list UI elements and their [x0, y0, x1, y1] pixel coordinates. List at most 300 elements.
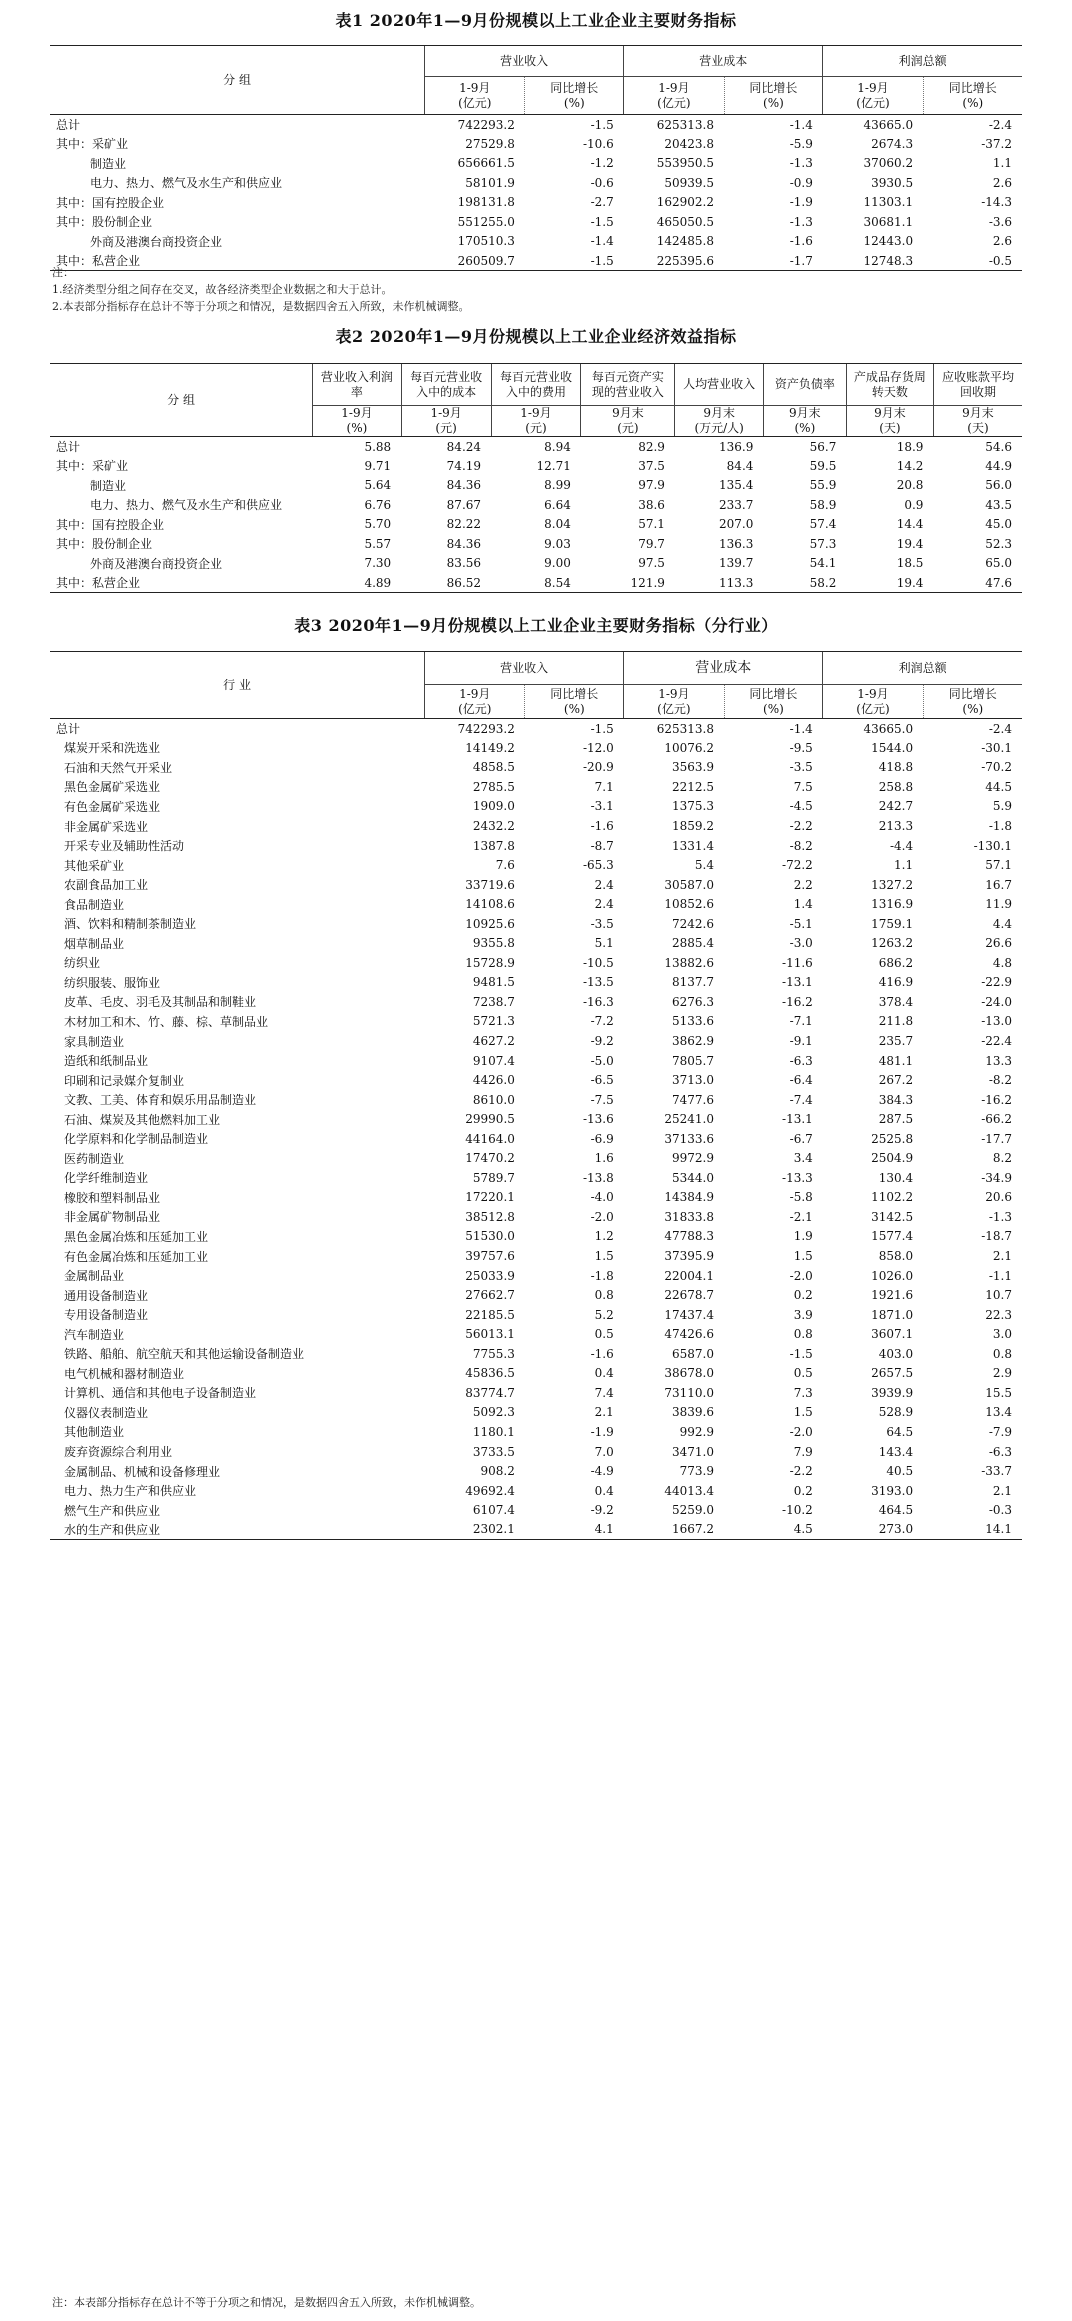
table-cell: 2657.5 [871, 1366, 914, 1381]
table-cell: 656661.5 [457, 156, 515, 171]
table3-sub-growth: 同比增长 (%) [525, 685, 624, 719]
table-cell: 7.5 [793, 779, 813, 794]
table-cell: -8.2 [789, 838, 813, 853]
table-row [50, 1012, 1022, 1032]
table-cell: 3862.9 [672, 1034, 714, 1049]
table-cell: 553950.5 [656, 156, 714, 171]
table-cell: 198131.8 [457, 195, 515, 210]
table-cell: 10852.6 [664, 897, 714, 912]
table-cell: 481.1 [878, 1053, 914, 1068]
table-cell: 287.5 [878, 1112, 914, 1127]
row-label: 电气机械和器材制造业 [64, 1366, 185, 1381]
table-cell: 418.8 [878, 760, 914, 775]
table-cell: -2.0 [590, 1209, 614, 1224]
table-cell: 2.6 [992, 175, 1012, 190]
table-cell: -24.0 [981, 994, 1012, 1009]
table-cell: 1.5 [793, 1405, 813, 1420]
table-cell: -33.7 [981, 1464, 1012, 1479]
table-cell: 3563.9 [672, 760, 714, 775]
table-cell: 47426.6 [664, 1327, 714, 1342]
table-cell: -2.2 [789, 819, 813, 833]
table-cell: 4627.2 [472, 1034, 515, 1049]
row-label: 食品制造业 [64, 897, 125, 912]
row-label: 水的生产和供应业 [50, 1520, 425, 1540]
table-cell: 139.7 [719, 556, 754, 571]
table1-note-line: 注： [52, 266, 74, 279]
table-cell: 1316.9 [871, 897, 914, 912]
table-cell: 14.1 [923, 1520, 1022, 1540]
table-cell: 18.9 [896, 439, 924, 454]
table-cell: -1.8 [988, 819, 1012, 833]
table-cell: -2.0 [789, 1268, 813, 1283]
table-cell: 10.7 [985, 1288, 1012, 1303]
table-cell: 84.36 [446, 478, 482, 493]
row-label: 总计 [56, 722, 81, 737]
table-cell: -7.9 [988, 1424, 1012, 1439]
table-cell: -13.0 [981, 1014, 1012, 1029]
row-label: 烟草制品业 [64, 936, 125, 951]
table-row [50, 1324, 1022, 1344]
table-cell: 19.4 [896, 536, 924, 551]
row-label: 造纸和纸制品业 [64, 1054, 149, 1069]
table3-sub-growth: 同比增长 (%) [923, 685, 1022, 719]
table-cell: 0.8 [992, 1346, 1012, 1361]
table-row [50, 719, 1022, 739]
table-row [50, 953, 1022, 973]
row-label: 电力、热力、燃气及水生产和供应业 [90, 498, 283, 513]
table-cell: 14149.2 [465, 740, 515, 755]
table-cell: 56.0 [985, 478, 1012, 493]
table-cell: 58.9 [809, 497, 837, 512]
table-row [50, 1168, 1022, 1188]
table-cell: -1.3 [789, 214, 813, 229]
table-cell: -6.4 [789, 1073, 813, 1088]
table-cell: 8.04 [544, 517, 571, 532]
table-cell: 97.5 [638, 556, 665, 571]
table-cell: -34.9 [981, 1170, 1012, 1185]
table-cell: 908.2 [480, 1464, 515, 1479]
table-cell: -13.1 [782, 1112, 813, 1127]
table-cell: -7.2 [590, 1014, 614, 1029]
table-cell: 12748.3 [823, 251, 923, 271]
row-label: 其中：私营企业 [50, 573, 313, 593]
table-cell: 25033.9 [465, 1268, 515, 1283]
table-cell: 7805.7 [672, 1053, 714, 1068]
table3-group-header: 行 业 [50, 652, 425, 719]
table-cell: -1.6 [789, 234, 813, 249]
table1-note-line: 1.经济类型分组之间存在交叉，故各经济类型企业数据之和大于总计。 [52, 283, 393, 296]
table-cell: 64.5 [886, 1424, 914, 1439]
row-label: 通用设备制造业 [64, 1288, 149, 1303]
table-cell: -1.4 [789, 721, 813, 736]
row-label: 纺织服装、服饰业 [64, 975, 161, 990]
table-cell: 56013.1 [465, 1327, 515, 1342]
table-cell: -8.7 [590, 838, 614, 853]
table-cell: 50939.5 [664, 175, 714, 190]
table-cell: 5.57 [364, 536, 392, 551]
table-row [50, 1227, 1022, 1247]
table-cell: -2.0 [789, 1424, 813, 1439]
table-row [50, 894, 1022, 914]
table-cell: 37.5 [638, 458, 665, 473]
table-cell: -13.5 [582, 975, 614, 990]
table-cell: 7.6 [495, 858, 515, 873]
table-cell: 97.9 [638, 478, 665, 493]
table-cell: 5259.0 [672, 1503, 714, 1518]
table-cell: 7.30 [364, 556, 392, 571]
table-row [50, 573, 1022, 593]
table-cell: -1.7 [724, 251, 823, 271]
table-row [50, 1051, 1022, 1071]
table-cell: 51530.0 [465, 1229, 515, 1244]
table-cell: -4.9 [590, 1464, 614, 1479]
table-cell: 403.0 [878, 1346, 914, 1361]
table-row [50, 1149, 1022, 1169]
table-cell: 47788.3 [664, 1229, 714, 1244]
table-cell: 17220.1 [465, 1190, 515, 1205]
table-row [50, 777, 1022, 797]
table2 [50, 363, 1022, 593]
table-cell: -4.5 [789, 799, 813, 814]
table-cell: 6587.0 [672, 1346, 714, 1361]
table-cell: 4.1 [525, 1520, 624, 1540]
table3 [50, 651, 1022, 1540]
row-label: 农副食品加工业 [64, 878, 149, 893]
table-cell: -2.4 [988, 721, 1012, 736]
table-cell: -10.5 [582, 955, 614, 970]
table-cell: 47.6 [933, 573, 1022, 593]
table-cell: 0.8 [793, 1327, 813, 1342]
table-cell: 55.9 [809, 478, 837, 493]
table-row [50, 797, 1022, 817]
table-cell: 528.9 [878, 1405, 914, 1420]
table-cell: 1.5 [793, 1249, 813, 1264]
table-row [50, 115, 1022, 135]
table-cell: 6.64 [544, 497, 571, 512]
row-label: 木材加工和木、竹、藤、棕、草制品业 [64, 1014, 269, 1029]
table-cell: 136.3 [719, 536, 754, 551]
table-cell: 465050.5 [656, 214, 714, 229]
table-cell: 15728.9 [465, 955, 515, 970]
table-row [50, 1461, 1022, 1481]
table-row [50, 515, 1022, 535]
row-label: 化学纤维制造业 [64, 1171, 149, 1186]
table-cell: -0.9 [789, 175, 813, 190]
row-label: 石油、煤炭及其他燃料加工业 [64, 1112, 221, 1127]
table-cell: -9.2 [590, 1034, 614, 1049]
table-cell: -7.1 [789, 1014, 813, 1029]
table-cell: -1.5 [789, 1346, 813, 1361]
table-cell: -1.3 [789, 156, 813, 171]
table-cell: 162902.2 [656, 195, 714, 210]
table-cell: 9.00 [544, 556, 571, 571]
table-cell: -30.1 [981, 740, 1012, 755]
table-cell: 1263.2 [871, 936, 914, 951]
table-cell: 5.1 [594, 936, 614, 951]
table-cell: 1.1 [992, 156, 1012, 171]
table-cell: -70.2 [981, 760, 1012, 775]
table-cell: 57.1 [638, 517, 665, 532]
table-row [50, 1266, 1022, 1286]
table3-col-profit: 利润总额 [823, 652, 1022, 685]
table-row [50, 476, 1022, 496]
table-cell: -14.3 [981, 195, 1012, 210]
table-cell: 992.9 [679, 1424, 714, 1439]
table-cell: 5344.0 [672, 1170, 714, 1185]
table-cell: 45.0 [985, 517, 1012, 532]
table-cell: -10.6 [582, 136, 614, 151]
table-cell: 16.7 [985, 877, 1012, 892]
table1-title: 表1 2020年1—9月份规模以上工业企业主要财务指标 [335, 11, 737, 30]
table-cell: 8.99 [544, 478, 571, 493]
row-label: 其中：采矿业 [56, 137, 129, 152]
table-cell: 2.9 [992, 1366, 1012, 1381]
table1 [50, 45, 1022, 271]
table-cell: 30681.1 [863, 214, 914, 229]
table-row [50, 836, 1022, 856]
table2-group-header: 分 组 [50, 364, 313, 437]
table-cell: 17470.2 [465, 1151, 515, 1166]
table-cell: 3839.6 [672, 1405, 714, 1420]
table-cell: -16.2 [782, 994, 813, 1009]
table-row [50, 1285, 1022, 1305]
table-cell: 5.70 [364, 517, 392, 532]
row-label: 仪器仪表制造业 [64, 1405, 149, 1420]
table-cell: 25241.0 [664, 1112, 714, 1127]
table-cell: 84.24 [446, 439, 482, 454]
table-cell: 1026.0 [871, 1268, 914, 1283]
table1-sub-value: 1-9月 (亿元) [823, 77, 923, 115]
table-cell: 273.0 [823, 1520, 923, 1540]
table-cell: -11.6 [782, 955, 813, 970]
table-cell: 113.3 [675, 573, 763, 593]
table-cell: 170510.3 [457, 234, 515, 249]
row-label: 金属制品、机械和设备修理业 [64, 1464, 221, 1479]
table-cell: -6.7 [789, 1131, 813, 1146]
table-cell: 5.2 [594, 1307, 614, 1322]
table-cell: -18.7 [981, 1229, 1012, 1244]
table-cell: 1859.2 [672, 819, 714, 833]
table-row [50, 1383, 1022, 1403]
table-cell: -6.3 [789, 1053, 813, 1068]
table-row [50, 1500, 1022, 1520]
row-label: 纺织业 [64, 956, 101, 971]
table-cell: -1.4 [789, 117, 813, 132]
table-cell: -1.6 [590, 1346, 614, 1361]
table-cell: 82.22 [446, 517, 482, 532]
table3-sub-value: 1-9月 (亿元) [823, 685, 923, 719]
table-row [50, 855, 1022, 875]
table-cell: 1544.0 [871, 740, 914, 755]
table-cell: -6.9 [590, 1131, 614, 1146]
table-cell: -13.8 [582, 1170, 614, 1185]
table-cell: 242.7 [878, 799, 914, 814]
table-cell: -13.6 [582, 1112, 614, 1127]
table-cell: 121.9 [581, 573, 675, 593]
table-cell: 742293.2 [457, 117, 515, 132]
table-cell: 0.4 [594, 1483, 614, 1498]
table2-col-unit: 9月末 (万元/人) [675, 406, 763, 437]
table-cell: 0.2 [793, 1288, 813, 1303]
table-cell: -1.5 [525, 251, 624, 271]
table2-col-unit: 1-9月 (元) [401, 406, 491, 437]
table-cell: 0.9 [904, 497, 924, 512]
table-cell: 3.9 [793, 1307, 813, 1322]
table-cell: 54.1 [809, 556, 837, 571]
table-cell: 4.5 [724, 1520, 823, 1540]
table-cell: 20.8 [896, 478, 924, 493]
table-cell: 5.64 [364, 478, 392, 493]
row-label: 计算机、通信和其他电子设备制造业 [64, 1386, 257, 1401]
table-cell: 31833.8 [664, 1209, 714, 1224]
table-cell: -1.2 [590, 156, 614, 171]
table-cell: 2.1 [594, 1405, 614, 1420]
row-label: 家具制造业 [64, 1034, 125, 1049]
table2-col-unit: 9月末 (%) [763, 406, 846, 437]
table-cell: 0.5 [594, 1327, 614, 1342]
table-cell: 8.2 [992, 1151, 1012, 1166]
table-cell: 58101.9 [465, 175, 515, 190]
table-cell: 13.3 [985, 1053, 1012, 1068]
table-cell: 3.0 [992, 1327, 1012, 1342]
row-label: 非金属矿采选业 [64, 819, 149, 834]
table-cell: 39757.6 [465, 1249, 515, 1264]
table-cell: 260509.7 [425, 251, 525, 271]
row-label: 非金属矿物制品业 [64, 1210, 161, 1225]
table-cell: -22.4 [981, 1034, 1012, 1049]
table-cell: 2525.8 [871, 1131, 914, 1146]
table-cell: -1.9 [789, 195, 813, 210]
row-label: 其中：股份制企业 [56, 215, 153, 230]
row-label: 开采专业及辅助性活动 [64, 839, 185, 854]
table-cell: 9355.8 [472, 936, 515, 951]
table-row [50, 875, 1022, 895]
table-cell: 22004.1 [664, 1268, 714, 1283]
table2-body [50, 437, 1022, 593]
table-cell: 3607.1 [871, 1327, 914, 1342]
table-row [50, 232, 1022, 252]
table-cell: -13.3 [782, 1170, 813, 1185]
table-cell: 20.6 [985, 1190, 1012, 1205]
table-cell: 213.3 [878, 819, 914, 833]
table-row [50, 193, 1022, 213]
table-cell: 44013.4 [664, 1483, 714, 1498]
table-cell: 1909.0 [472, 799, 515, 814]
table-cell: 11303.1 [863, 195, 914, 210]
table-cell: -1.9 [590, 1424, 614, 1439]
table-cell: 384.3 [878, 1092, 914, 1107]
table-row [50, 1364, 1022, 1384]
row-label: 化学原料和化学制品制造业 [64, 1132, 209, 1147]
table3-body [50, 719, 1022, 1540]
table-cell: 8.94 [544, 439, 571, 454]
table-cell: -6.3 [988, 1444, 1012, 1459]
table-cell: -16.3 [582, 994, 614, 1009]
table-cell: 6.76 [364, 497, 392, 512]
table-cell: 1387.8 [472, 838, 515, 853]
table-cell: -1.5 [590, 214, 614, 229]
table-cell: 142485.8 [656, 234, 714, 249]
table-cell: 2302.1 [425, 1520, 525, 1540]
table-cell: 551255.0 [457, 214, 515, 229]
table-cell: 14.2 [896, 458, 924, 473]
table-cell: 267.2 [878, 1073, 914, 1088]
table2-col-header: 人均营业收入 [675, 364, 763, 406]
row-label: 其中：采矿业 [56, 459, 129, 474]
row-label: 汽车制造业 [64, 1327, 125, 1342]
table-cell: 43665.0 [863, 721, 914, 736]
table-cell: -2.2 [789, 1464, 813, 1479]
table-cell: 38512.8 [465, 1209, 515, 1224]
table-cell: 18.5 [896, 556, 924, 571]
row-label: 石油和天然气开采业 [64, 760, 173, 775]
table-cell: -7.4 [789, 1092, 813, 1107]
table-cell: -2.1 [789, 1209, 813, 1224]
table-cell: -72.2 [782, 858, 813, 873]
table-row [50, 554, 1022, 574]
table-cell: -1.3 [988, 1209, 1012, 1224]
table-cell: 2212.5 [672, 779, 714, 794]
table-cell: -1.4 [590, 234, 614, 249]
table-cell: -3.5 [789, 760, 813, 775]
table-cell: 37395.9 [664, 1249, 714, 1264]
table-row [50, 1129, 1022, 1149]
row-label: 制造业 [90, 478, 127, 493]
table-cell: 0.2 [793, 1483, 813, 1498]
table-cell: 2.4 [594, 877, 614, 892]
table-row [50, 1109, 1022, 1129]
table-cell: 30587.0 [664, 877, 714, 892]
table-cell: 29990.5 [465, 1112, 515, 1127]
row-label: 金属制品业 [64, 1269, 125, 1284]
row-label: 外商及港澳台商投资企业 [90, 556, 223, 571]
table-cell: 258.8 [878, 779, 914, 794]
table-cell: 1.4 [793, 897, 813, 912]
table-cell: 3733.5 [472, 1444, 515, 1459]
row-label: 橡胶和塑料制品业 [64, 1190, 161, 1205]
row-label: 铁路、船舶、航空航天和其他运输设备制造业 [64, 1347, 305, 1362]
table-cell: 4.8 [992, 955, 1012, 970]
table-cell: 1180.1 [472, 1424, 515, 1439]
table-cell: -1.1 [988, 1268, 1012, 1283]
table-cell: -12.0 [582, 740, 614, 755]
table-row [50, 1403, 1022, 1423]
table-cell: 136.9 [719, 439, 754, 454]
table-cell: 19.4 [846, 573, 933, 593]
row-label: 燃气生产和供应业 [64, 1503, 161, 1518]
table-row [50, 1344, 1022, 1364]
table1-sub-growth: 同比增长 (%) [724, 77, 823, 115]
table3-col-revenue: 营业收入 [425, 652, 624, 685]
table-cell: 7.3 [793, 1385, 813, 1400]
table-cell: -16.2 [981, 1092, 1012, 1107]
table2-col-unit: 9月末 (元) [581, 406, 675, 437]
table-cell: -4.0 [590, 1190, 614, 1205]
table-cell: 2.1 [992, 1249, 1012, 1264]
row-label: 酒、饮料和精制茶制造业 [64, 917, 197, 932]
table-cell: 4858.5 [472, 760, 515, 775]
table-cell: 17437.4 [664, 1307, 714, 1322]
table-cell: 0.4 [594, 1366, 614, 1381]
table-cell: 2.4 [594, 897, 614, 912]
table-cell: -1.5 [590, 721, 614, 736]
table3-sub-value: 1-9月 (亿元) [624, 685, 724, 719]
table-cell: 1375.3 [672, 799, 714, 814]
table-row [50, 1090, 1022, 1110]
table-cell: 6107.4 [472, 1503, 515, 1518]
table-row [50, 212, 1022, 232]
table-cell: 5.4 [694, 858, 714, 873]
